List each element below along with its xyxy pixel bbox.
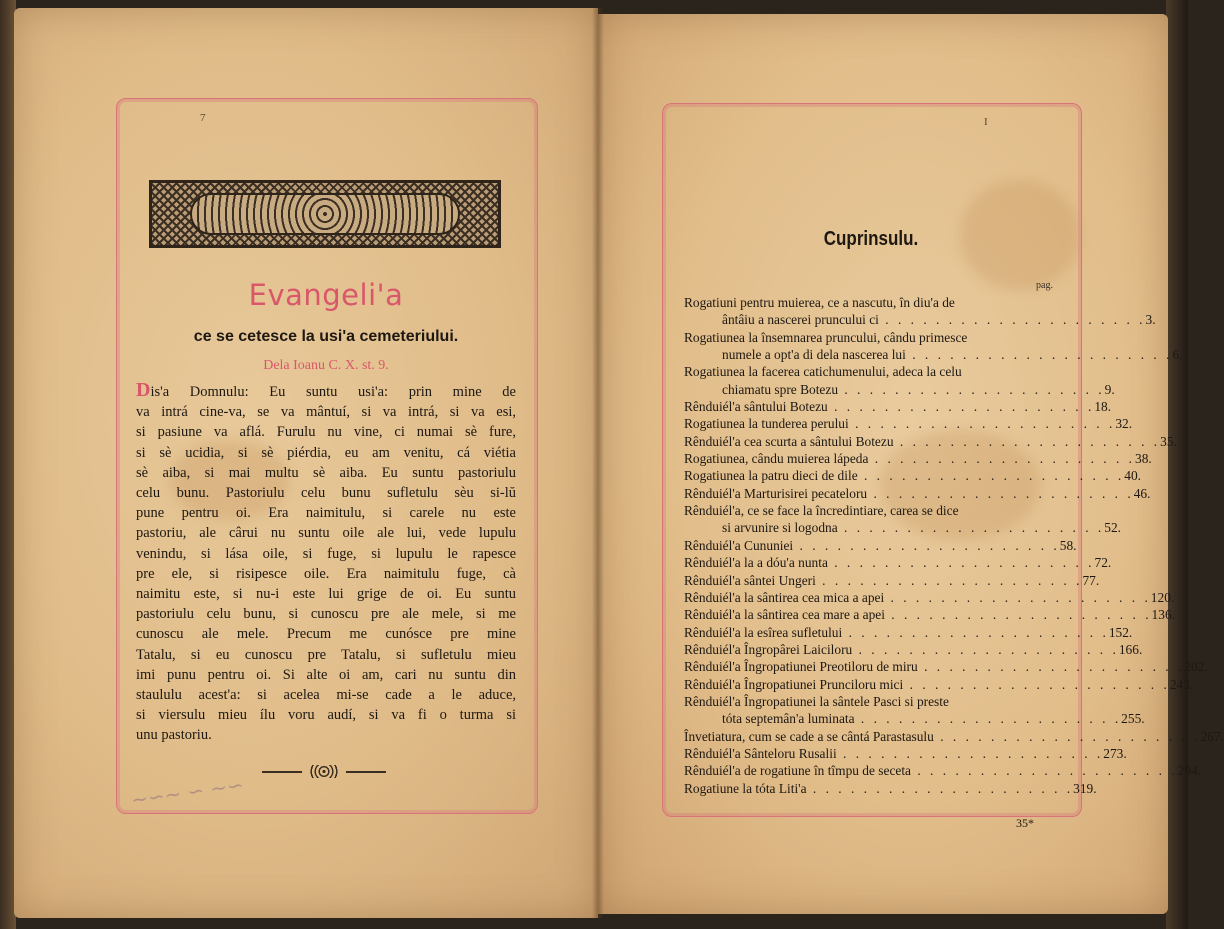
- toc-entry: [684, 693, 1064, 710]
- gospel-title: Evangeli'a: [248, 278, 404, 312]
- toc-entry-page: [1020, 693, 1064, 710]
- toc-entry: [684, 624, 1133, 641]
- toc-entry-page: [1020, 329, 1064, 346]
- table-of-contents: [684, 294, 1224, 797]
- book-cover-edge-right: [1166, 0, 1188, 929]
- toc-entry: [684, 311, 1156, 328]
- toc-entry-title: Rênduiél'a sântului Botezu . . . . . . . . . . . . . . . . . . . . .: [684, 399, 1095, 415]
- toc-entry-title: Rogatiune la tóta Liti'a . . . . . . . . . . . . . . . . . . . . .: [684, 780, 1074, 796]
- toc-entry-title: Rênduiél'a la sântirea cea mica a apei . . . . . . . . . . . . . . . . . . . . .: [684, 589, 1151, 605]
- gospel-line: si viersulu mieu ílu voru audí, si va fi o turma si: [136, 707, 516, 724]
- toc-entry: [684, 398, 1112, 415]
- toc-entry: [684, 641, 1143, 658]
- toc-entry-page: [1020, 294, 1064, 311]
- toc-entry-page: 77.: [1082, 572, 1100, 588]
- toc-entry-page: 38.: [1135, 451, 1152, 467]
- toc-entry-page: 202.: [1184, 659, 1208, 675]
- toc-entry-page: 46.: [1133, 485, 1151, 501]
- gospel-reference: Dela Ioanu C. X. st. 9.: [263, 358, 389, 373]
- toc-entry-title: Rênduiél'a la sântirea cea mare a apei . . . . . . . . . . . . . . . . . . . . .: [684, 607, 1152, 623]
- toc-entry: [684, 381, 1115, 398]
- toc-entry: [684, 415, 1133, 432]
- toc-entry-page: 58.: [1059, 537, 1077, 553]
- toc-entry: [684, 589, 1175, 606]
- gospel-line: unu pastoriu.: [136, 727, 212, 744]
- left-page-mark: 7: [200, 112, 206, 124]
- toc-entry-page: 120.: [1150, 589, 1175, 605]
- right-page-mark: I: [984, 116, 988, 128]
- pencil-scribble: ∼∽∼ ∽ ∼∽: [129, 772, 246, 813]
- drop-cap: D: [136, 379, 151, 401]
- toc-entry-page: 273.: [1103, 745, 1127, 761]
- gospel-line: venindu, si lása oile, si fuge, si lupulu le rapesce: [136, 545, 516, 562]
- toc-entry-title: tóta septemân'a luminata . . . . . . . . . . . . . . . . . . . . .: [722, 711, 1122, 727]
- toc-entry: [684, 329, 1064, 346]
- toc-entry-page: 294.: [1177, 763, 1202, 779]
- gospel-line: va intrá cine-va, se va mântuí, si va intrá, si va esi,: [136, 404, 516, 421]
- toc-entry-title: Învetiatura, cum se cade a se cântá Parastasulu . . . . . . . . . . . . . . . . . . . . .: [684, 728, 1201, 744]
- toc-entry: [684, 502, 1064, 519]
- gospel-line: si pasiune va aflá. Furulu nu vine, ci numai sè fure,: [136, 424, 516, 441]
- toc-entry: [684, 450, 1152, 467]
- toc-entry-title: Rênduiél'a, ce se face la încredintiare, carea se dice: [684, 503, 959, 519]
- toc-entry-page: 40.: [1124, 468, 1141, 484]
- gospel-line: pre ele, si risipesce oile. Era naimitulu fuge, cà: [136, 565, 516, 582]
- toc-entry-title: ântâiu a nascerei pruncului ci . . . . . . . . . . . . . . . . . . . . .: [722, 312, 1146, 328]
- toc-entry: [684, 572, 1100, 589]
- gospel-text: [136, 380, 516, 746]
- toc-entry-title: Rênduiél'a Cununiei . . . . . . . . . . . . . . . . . . . . .: [684, 537, 1060, 553]
- toc-entry-page: 35.: [1160, 433, 1177, 449]
- toc-entry: [684, 780, 1097, 797]
- toc-entry: [684, 363, 1064, 380]
- book-gutter: [592, 8, 604, 918]
- toc-entry: [684, 658, 1208, 675]
- toc-entry-page: [1020, 363, 1064, 380]
- toc-entry-page: 32.: [1115, 416, 1133, 432]
- toc-entry: [684, 676, 1194, 693]
- gospel-line: pastoriu, ale cârui nu suntu oile ale lui, vede lupulu: [136, 525, 516, 542]
- toc-entry-title: Rênduiél'a Îngropatiunei Prunciloru mici . . . . . . . . . . . . . . . . . . . . .: [684, 676, 1170, 692]
- toc-entry-title: Rênduiél'a la a dóu'a nunta . . . . . . . . . . . . . . . . . . . . .: [684, 555, 1095, 571]
- toc-entry-title: Rênduiél'a la esîrea sufletului . . . . . . . . . . . . . . . . . . . . .: [684, 624, 1109, 640]
- toc-entry-title: Rogatiunea la însemnarea pruncului, cându primesce: [684, 329, 968, 345]
- toc-entry: [684, 554, 1112, 571]
- toc-entry: [684, 537, 1077, 554]
- gospel-line: naimitu este, si nu-i este lui grige de oi. Eu suntu: [136, 586, 516, 603]
- toc-entry: [684, 485, 1151, 502]
- toc-entry-page: 72.: [1094, 555, 1112, 571]
- toc-entry-title: Rogatiunea la tunderea perului . . . . . . . . . . . . . . . . . . . . .: [684, 416, 1116, 432]
- toc-entry-title: Rênduiél'a cea scurta a sântului Botezu . . . . . . . . . . . . . . . . . . . . .: [684, 433, 1161, 449]
- gospel-line: staululu acest'a: si acelea mi-se cade a le aduce,: [136, 687, 516, 704]
- toc-entry: [684, 294, 1064, 311]
- toc-entry-page: 166.: [1118, 641, 1143, 657]
- toc-entry: [684, 710, 1145, 727]
- toc-entry-page: 52.: [1104, 520, 1122, 536]
- toc-entry-page: 3.: [1145, 312, 1156, 328]
- toc-entry: [684, 433, 1177, 450]
- gospel-line: si sè ucidia, si sè piérdia, eu am venitu, cá viétia: [136, 444, 516, 461]
- toc-entry: [684, 606, 1175, 623]
- toc-entry: [684, 762, 1202, 779]
- gospel-subtitle: ce se cetesce la usi'a cemeteriului.: [193, 328, 459, 345]
- toc-entry: [684, 519, 1122, 536]
- toc-entry-page: 319.: [1073, 780, 1097, 796]
- gospel-line: pune pentru oi. Era naimitulu, si carele nu este: [136, 505, 516, 522]
- toc-entry-title: Rênduiél'a sântei Ungeri . . . . . . . . . . . . . . . . . . . . .: [684, 572, 1083, 588]
- toc-entry-page: 18.: [1094, 399, 1112, 415]
- gospel-line: cunoscu ale mele. Precum me cunósce pre mine: [136, 626, 516, 643]
- toc-entry-title: Rogatiunea la facerea catichumenului, adeca la celu: [684, 364, 962, 380]
- gospel-line: imi punu pentru oi. Si alte oi am, cari nu suntu din: [136, 666, 516, 683]
- toc-entry-page: [1020, 502, 1064, 519]
- toc-entry-title: numele a opt'a di dela nascerea lui . . . . . . . . . . . . . . . . . . . . .: [722, 347, 1173, 363]
- toc-entry-page: 267.: [1200, 728, 1224, 744]
- toc-entry-title: Rênduiél'a Sânteloru Rusalii . . . . . . . . . . . . . . . . . . . . .: [684, 745, 1104, 761]
- page-column-label: pag.: [1036, 280, 1053, 291]
- signature-mark: 35*: [1016, 816, 1034, 830]
- toc-entry: [684, 745, 1127, 762]
- toc-entry-page: 6.: [1172, 347, 1183, 363]
- toc-entry-title: Rogatiuni pentru muierea, ce a nascutu, în diu'a de: [684, 295, 955, 310]
- toc-entry-page: 255.: [1121, 711, 1145, 727]
- toc-entry-page: 136.: [1151, 607, 1175, 623]
- toc-entry-title: si arvunire si logodna . . . . . . . . . . . . . . . . . . . . .: [722, 520, 1105, 536]
- toc-entry-title: Rênduiél'a Îngropârei Laiciloru . . . . . . . . . . . . . . . . . . . . .: [684, 641, 1119, 657]
- toc-entry: [684, 467, 1141, 484]
- toc-entry: [684, 728, 1224, 745]
- toc-entry-title: Rênduiél'a de rogatiune în tîmpu de seceta . . . . . . . . . . . . . . . . . . . . .: [684, 763, 1178, 779]
- toc-entry-title: chiamatu spre Botezu . . . . . . . . . . . . . . . . . . . . .: [722, 381, 1105, 397]
- toc-title: Cuprinsulu.: [823, 228, 919, 250]
- gospel-line: Tatalu, si eu cunoscu pre Tatalu, si sufletulu mieu: [136, 646, 516, 663]
- headpiece-ornament: [149, 180, 501, 248]
- toc-entry-page: 243.: [1169, 676, 1194, 692]
- toc-entry-title: Rogatiunea, cându muierea lápeda . . . . . . . . . . . . . . . . . . . . .: [684, 451, 1136, 467]
- toc-entry-page: 9.: [1104, 381, 1115, 397]
- gospel-line-text: is'a Domnulu: Eu suntu usi'a: prin mine de: [150, 384, 516, 400]
- toc-entry-title: Rogatiunea la patru dieci de dile . . . . . . . . . . . . . . . . . . . . .: [684, 468, 1125, 484]
- gospel-line: celu bunu. Pastoriulu celu bunu sufletulu sèu si-lŭ: [136, 485, 516, 502]
- toc-entry-title: Rênduiél'a Marturisirei pecateloru . . . . . . . . . . . . . . . . . . . . .: [684, 485, 1134, 501]
- toc-entry-title: Rênduiél'a Îngropatiunei Preotiloru de miru . . . . . . . . . . . . . . . . . . . . .: [684, 659, 1185, 675]
- gospel-line: sè aiba, si mai multu sè aiba. Eu suntu pastoriulu: [136, 464, 516, 481]
- toc-entry-page: 152.: [1108, 624, 1133, 640]
- gospel-line: [136, 380, 516, 402]
- toc-entry: [684, 346, 1183, 363]
- toc-entry-title: Rênduiél'a Îngropatiunei la sântele Pasci si preste: [684, 693, 949, 709]
- gospel-line: pastoriulu celu bunu, si cunoscu pre ale mele, si me: [136, 606, 516, 623]
